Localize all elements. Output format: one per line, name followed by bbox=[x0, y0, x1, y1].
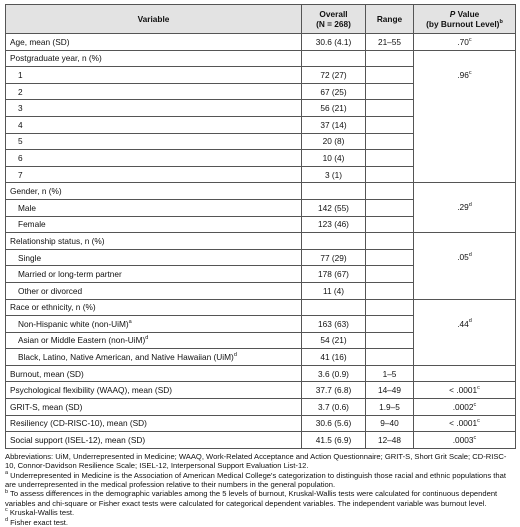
header-p-value: P Value (by Burnout Level)$^b$ bbox=[414, 5, 516, 34]
footnote-b: $^b$ To assess differences in the demographic variables among the 5 levels of burnout, Kruskal-Wallis tests were calculated for continuous dependent variables and chi-square or Fisher exact tests were calculated for categorical dependent variables. The independent variable was burnout level. bbox=[5, 488, 498, 508]
header-variable: Variable bbox=[6, 5, 302, 34]
footnote-d: $^d$ Fisher exact test. bbox=[5, 516, 68, 527]
table-row: Male 142 (55) .29$^d$ bbox=[6, 199, 516, 216]
header-range: Range bbox=[366, 5, 414, 34]
table-row: Resiliency (CD-RISC-10), mean (SD) 30.6 (5.6) 9–40 < .0001$^c$ bbox=[6, 415, 516, 432]
footnote-abbreviations: Abbreviations: UiM, Underrepresented in Medicine; WAAQ, Work-Related Acceptance and Action Questionnaire; GRIT-S, Short Grit Scale; CD-RISC-10, Connor-Davidson Resilience Scale; ISEL-12, Interpersonal Support Evaluation List-12. bbox=[5, 451, 507, 471]
table-row: Burnout, mean (SD) 3.6 (0.9) 1–5 bbox=[6, 365, 516, 382]
table-row: 2 67 (25) bbox=[6, 83, 516, 100]
table-row: Relationship status, n (%) bbox=[6, 233, 516, 250]
table-row: Psychological flexibility (WAAQ), mean (SD) 37.7 (6.8) 14–49 < .0001$^c$ bbox=[6, 382, 516, 399]
table-row: Postgraduate year, n (%) bbox=[6, 50, 516, 67]
table-row: GRIT-S, mean (SD) 3.7 (0.6) 1.9–5 .0002$^c$ bbox=[6, 399, 516, 416]
table-row: 7 3 (1) bbox=[6, 166, 516, 183]
table-footnotes bbox=[5, 452, 515, 527]
table-row: Gender, n (%) bbox=[6, 183, 516, 200]
table-row: 6 10 (4) bbox=[6, 150, 516, 167]
header-overall: Overall (N = 268) bbox=[302, 5, 366, 34]
table-row: Married or long-term partner 178 (67) bbox=[6, 266, 516, 283]
table-row: 1 72 (27) .96$^c$ bbox=[6, 67, 516, 84]
footnote-a: $^a$ Underrepresented in Medicine is the Association of American Medical College's categorization to distinguish those racial and ethnic populations that are underrepresented in the medical profession relative to their numbers in the general population. bbox=[5, 469, 506, 490]
table-row: Other or divorced 11 (4) bbox=[6, 282, 516, 299]
table-row: Race or ethnicity, n (%) bbox=[6, 299, 516, 316]
table-row: Social support (ISEL-12), mean (SD) 41.5 (6.9) 12–48 .0003$^c$ bbox=[6, 432, 516, 449]
table-row: Non-Hispanic white $(non-UiM)^a$ 163 (63) .44$^d$ bbox=[6, 316, 516, 333]
header-row bbox=[6, 5, 516, 34]
table-container bbox=[5, 4, 515, 527]
table-row: Female 123 (46) bbox=[6, 216, 516, 233]
table-row: 5 20 (8) bbox=[6, 133, 516, 150]
demographics-table bbox=[5, 4, 516, 449]
table-row: Black, Latino, Native American, and Native Hawaiian (UiM)$^d$ 41 (16) bbox=[6, 349, 516, 366]
table-row: 3 56 (21) bbox=[6, 100, 516, 117]
table-row: Asian or Middle Eastern $(non-UiM)^d$ 54 (21) bbox=[6, 332, 516, 349]
table-row: Single 77 (29) .05$^d$ bbox=[6, 249, 516, 266]
table-row: Age, mean (SD) 30.6 (4.1) 21–55 .70$^c$ bbox=[6, 34, 516, 51]
table-row: 4 37 (14) bbox=[6, 116, 516, 133]
footnote-c: $^c$ Kruskal-Wallis test. bbox=[5, 507, 75, 518]
